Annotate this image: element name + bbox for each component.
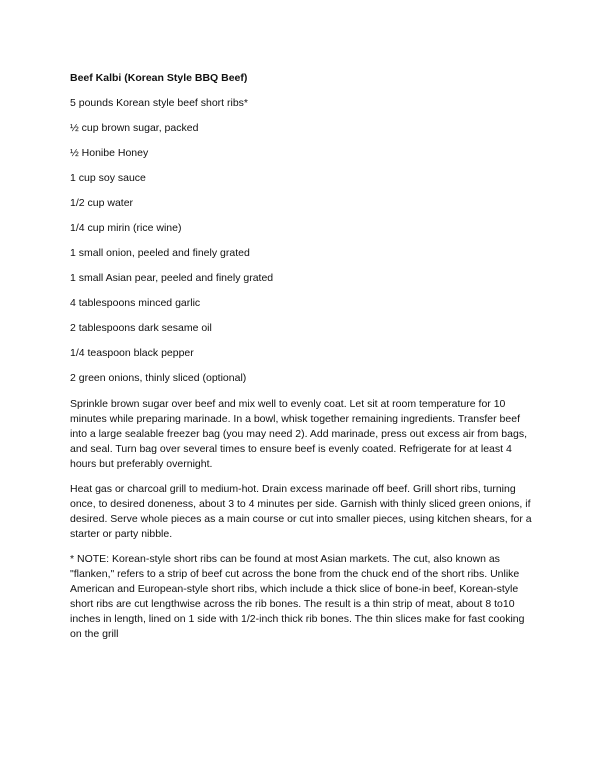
- ingredient-item: 1 small onion, peeled and finely grated: [70, 247, 250, 259]
- ingredient-item: 2 tablespoons dark sesame oil: [70, 322, 212, 334]
- ingredient-item: 4 tablespoons minced garlic: [70, 297, 201, 309]
- ingredient-item: 1/4 teaspoon black pepper: [70, 347, 194, 359]
- marinade-instructions: Sprinkle brown sugar over beef and mix well to evenly coat. Let sit at room temperature for 10 minutes while preparing marinade. In a bowl, whisk together remaining ingredients. Transfer beef into a large sealable freezer bag (you may need 2). Add marinade, press out excess air from bags, and seal. Turn bag over several times to ensure beef is evenly coated. Refrigerate for at least 4 hours but preferably overnight.: [70, 398, 527, 470]
- ingredient-item: 1 small Asian pear, peeled and finely grated: [70, 272, 274, 284]
- recipe-title: Beef Kalbi (Korean Style BBQ Beef): [70, 72, 248, 84]
- ingredient-item: ½ Honibe Honey: [70, 147, 149, 159]
- ingredient-item: ½ cup brown sugar, packed: [70, 122, 199, 134]
- short-ribs-note: * NOTE: Korean-style short ribs can be found at most Asian markets. The cut, also known as "flanken," refers to a strip of beef cut across the bone from the chuck end of the short ribs. Unlike American and European-style short ribs, which include a thick slice of bone-in beef, Korean-style short ribs are cut lengthwise across the rib bones. The result is a thin strip of meat, about 8 to10 inches in length, lined on 1 side with 1/2-inch thick rib bones. The thin slices make for fast cooking on the grill: [70, 553, 525, 640]
- ingredient-item: 2 green onions, thinly sliced (optional): [70, 372, 247, 384]
- ingredient-list: [70, 97, 534, 385]
- ingredient-item: 5 pounds Korean style beef short ribs*: [70, 97, 249, 109]
- ingredient-item: 1 cup soy sauce: [70, 172, 146, 184]
- grilling-instructions: Heat gas or charcoal grill to medium-hot. Drain excess marinade off beef. Grill short ribs, turning once, to desired doneness, about 3 to 4 minutes per side. Garnish with thinly sliced green onions, if desired. Serve whole pieces as a main course or cut into smaller pieces, using kitchen shears, for a starter or party nibble.: [70, 483, 532, 540]
- ingredient-item: 1/4 cup mirin (rice wine): [70, 222, 182, 234]
- ingredient-item: 1/2 cup water: [70, 197, 134, 209]
